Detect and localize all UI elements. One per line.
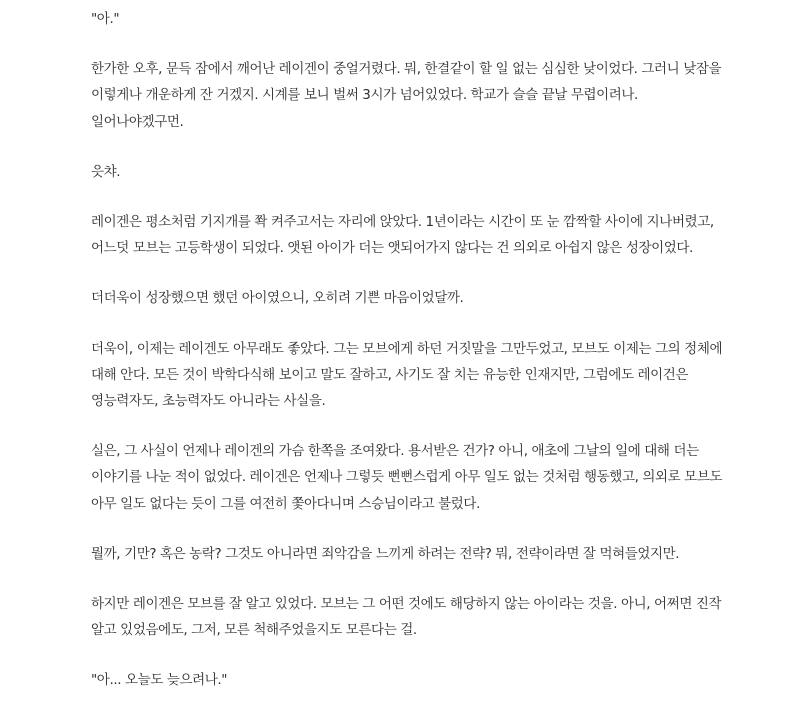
paragraph: 더더욱이 성장했으면 했던 아이였으니, 오히려 기쁜 마음이었달까.	[91, 290, 464, 307]
paragraph: 더욱이, 이제는 레이겐도 아무래도 좋았다. 그는 모브에게 하던 거짓말을 그만두었고, 모브도 이제는 그의 정체에 대해 안다. 모든 것이 박학다식해 보이고 말도 잘하고, 사기도 잘 치는 유능한 인재지만, 그럼에도 레이건은 영능력자도, 초능력자도 아니라는 사실을.	[91, 340, 723, 410]
paragraph: 뭘까, 기만? 혹은 농락? 그것도 아니라면 죄악감을 느끼게 하려는 전략? 뭐, 전략이라면 잘 먹혀들었지만.	[91, 545, 680, 562]
paragraph: 실은, 그 사실이 언제나 레이겐의 가슴 한쪽을 조여왔다. 용서받은 건가? 아니, 애초에 그날의 일에 대해 더는 이야기를 나눈 적이 없었다. 레이겐은 언제나 그렇듯 뻔뻔스럽게 아무 일도 없는 것처럼 행동했고, 의외로 모브도 아무 일도 없다는 듯이 그를 여전히 쫓아다니며 스승님이라고 불렀다.	[91, 443, 723, 512]
paragraph: "아... 오늘도 늦으려나."	[91, 672, 228, 689]
paragraph: 하지만 레이겐은 모브를 잘 알고 있었다. 모브는 그 어떤 것에도 해당하지 않는 아이라는 것을. 아니, 어쩌면 진작 알고 있었음에도, 그저, 모른 척해주었을지도 모른다는 걸.	[91, 596, 722, 639]
story-text	[91, 6, 731, 718]
paragraph: 읏챠.	[91, 163, 121, 180]
paragraph: "아."	[91, 11, 120, 27]
paragraph: 한가한 오후, 문득 잠에서 깨어난 레이겐이 중얼거렸다. 뭐, 한결같이 할 일 없는 심심한 낮이었다. 그러니 낮잠을 이렇게나 개운하게 잔 거겠지. 시계를 보니 벌써 3시가 넘어있었다. 학교가 슬슬 끝날 무렵이려나. 일어나야겠구먼.	[91, 61, 722, 130]
paragraph: 레이겐은 평소처럼 기지개를 쫙 켜주고서는 자리에 앉았다. 1년이라는 시간이 또 눈 깜짝할 사이에 지나버렸고, 어느덧 모브는 고등학생이 되었다. 앳된 아이가 더는 앳되어가지 않다는 건 의외로 아쉽지 않은 성장이었다.	[91, 214, 714, 257]
